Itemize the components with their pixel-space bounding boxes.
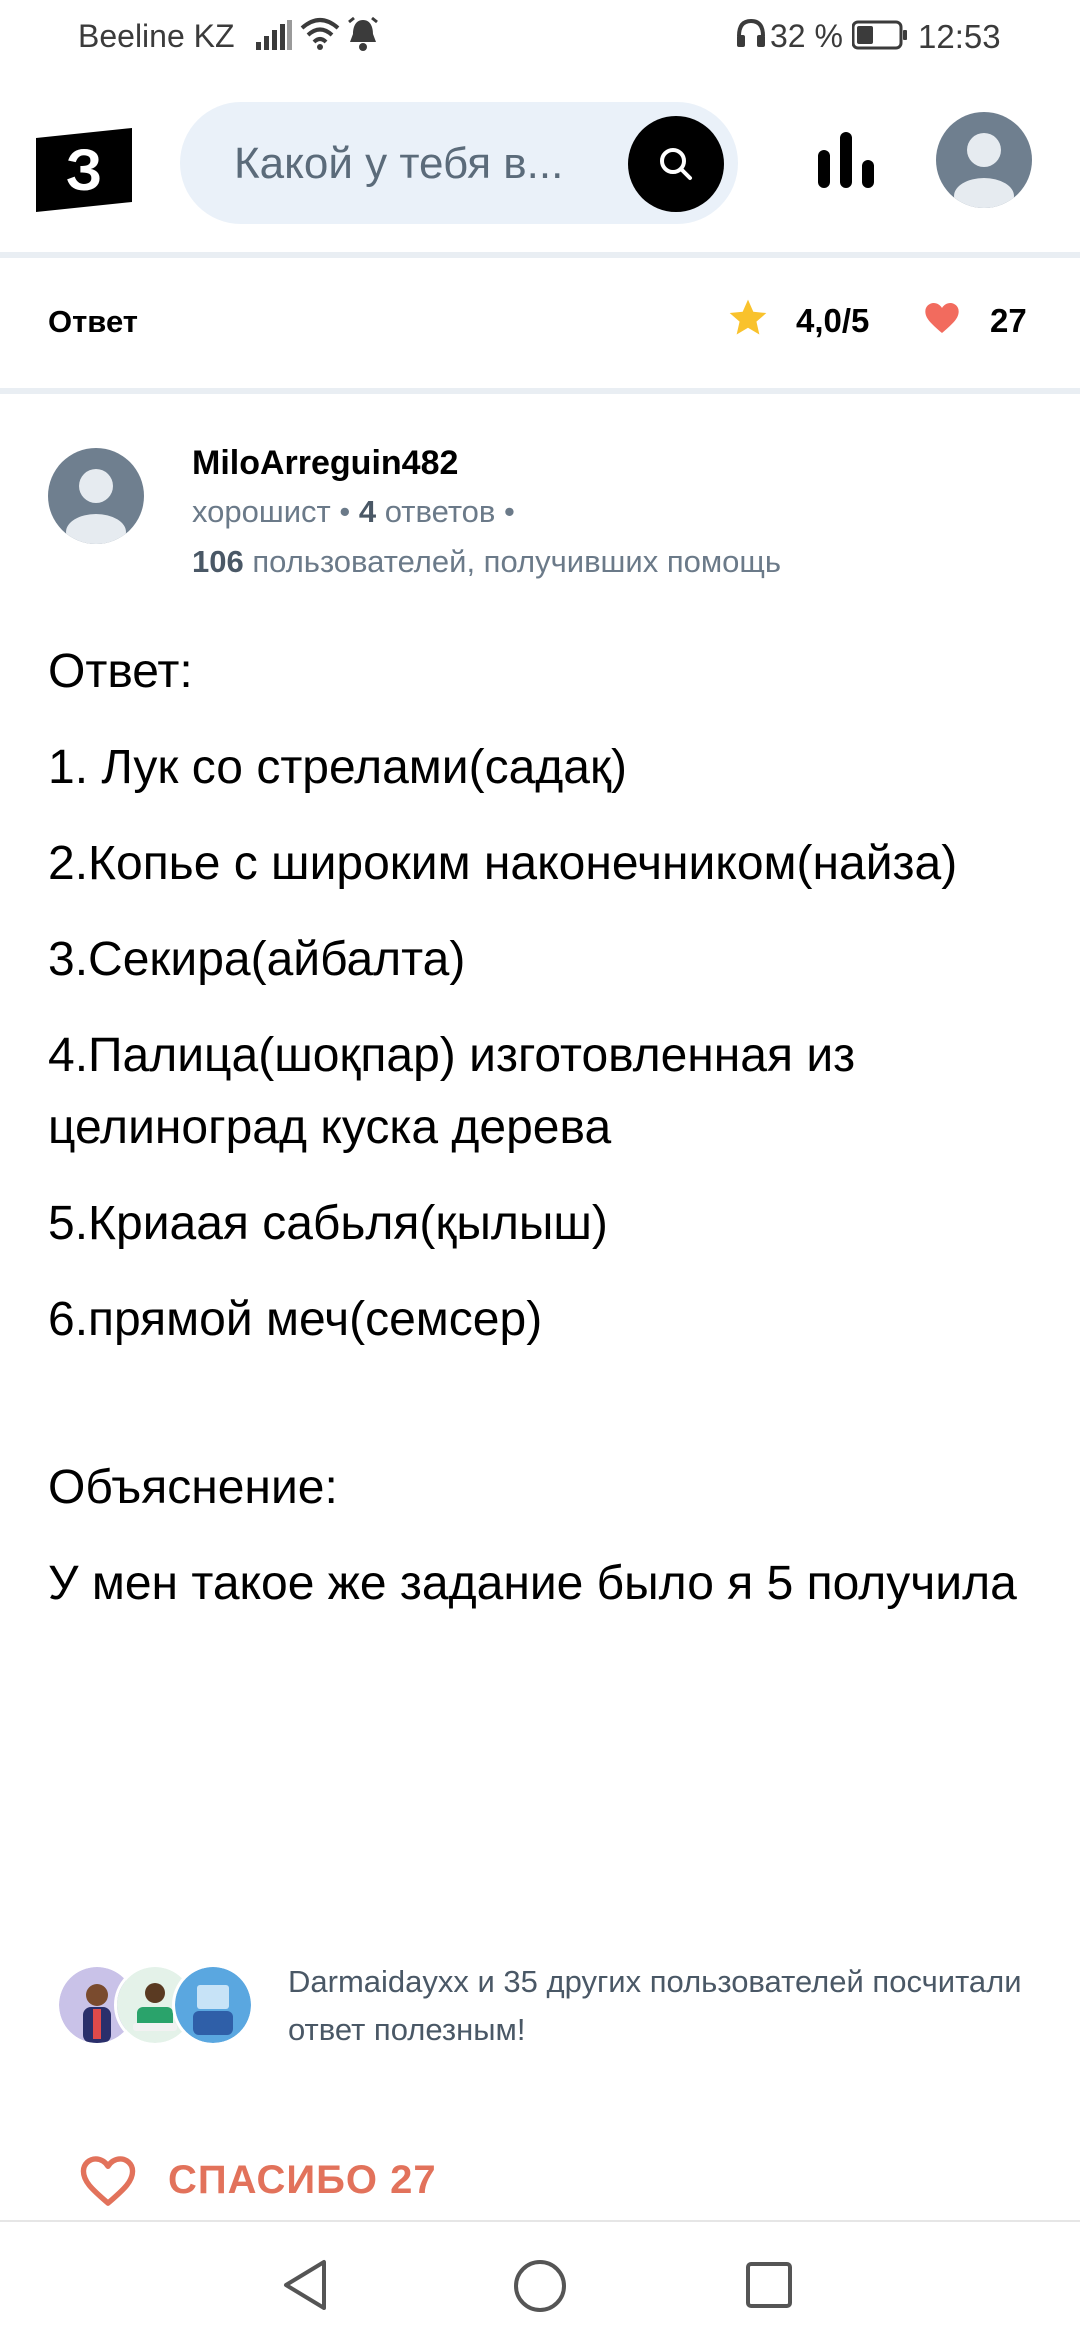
author-name[interactable]: MiloArreguin482 xyxy=(192,444,459,482)
profile-avatar[interactable] xyxy=(936,112,1032,208)
avatar-icon xyxy=(48,448,144,544)
author-answers-label: ответов xyxy=(384,494,496,529)
answer-item: 5.Криаая сабьля(қылыш) xyxy=(48,1197,608,1250)
author-answers-count: 4 xyxy=(358,494,377,529)
headset-icon xyxy=(736,18,766,50)
back-icon[interactable] xyxy=(280,2258,330,2312)
user-avatar-icon xyxy=(172,1964,254,2046)
likes-count: 27 xyxy=(990,302,1027,339)
summary-divider xyxy=(0,388,1080,394)
explanation-heading: Объяснение: xyxy=(48,1461,338,1514)
search-button[interactable] xyxy=(628,116,724,212)
author-rank: хорошист xyxy=(192,494,331,529)
answer-body xyxy=(48,636,1048,1620)
author-avatar[interactable] xyxy=(48,448,144,544)
answer-label: Ответ xyxy=(48,304,138,339)
wifi-icon xyxy=(300,16,340,50)
answer-item: 4.Палица(шоқпар) изготовленная из целиноград куска дерева xyxy=(48,1029,856,1154)
answer-item: 6.прямой меч(семсер) xyxy=(48,1293,543,1346)
helpful-users-avatars xyxy=(56,1964,256,2044)
answer-item: 3.Секира(айбалта) xyxy=(48,933,466,986)
author-helped xyxy=(192,544,781,580)
search-input[interactable]: Какой у тебя в... xyxy=(234,139,564,188)
battery-percent: 32 % xyxy=(770,18,843,54)
bullet-separator: • xyxy=(504,494,515,529)
status-bar xyxy=(0,0,1080,72)
alarm-bell-icon xyxy=(346,16,380,52)
stats-icon[interactable] xyxy=(816,132,876,188)
answer-summary-bar xyxy=(0,258,1080,390)
recent-apps-icon[interactable] xyxy=(744,2258,794,2312)
clock: 12:53 xyxy=(918,18,1001,55)
author-meta xyxy=(192,494,515,530)
avatar-icon xyxy=(936,112,1032,208)
search-icon xyxy=(656,144,696,184)
bullet-separator: • xyxy=(339,494,359,529)
logo-letter: З xyxy=(65,138,103,203)
helped-label: пользователей, получивших помощь xyxy=(252,544,782,579)
carrier-name: Beeline KZ xyxy=(78,18,235,54)
explanation-text: У мен такое же задание было я 5 получила xyxy=(48,1557,1017,1610)
star-icon xyxy=(726,296,770,340)
answer-heading: Ответ: xyxy=(48,645,193,698)
search-bar[interactable] xyxy=(180,102,738,224)
home-icon[interactable] xyxy=(510,2256,570,2316)
helped-count: 106 xyxy=(192,544,244,579)
znanija-logo[interactable] xyxy=(36,128,132,212)
answer-item: 1. Лук со стрелами(садақ) xyxy=(48,741,627,794)
answer-item: 2.Копье с широким наконечником(найза) xyxy=(48,837,958,890)
helpful-text: Darmaidayxx и 35 других пользователей посчитали ответ полезным! xyxy=(288,1964,1022,2047)
rating-value: 4,0/5 xyxy=(796,302,870,339)
app-header xyxy=(0,72,1080,252)
system-navigation-bar xyxy=(0,2220,1080,2342)
signal-icon xyxy=(256,20,292,50)
heart-icon xyxy=(922,298,962,338)
heart-outline-icon xyxy=(78,2154,138,2208)
battery-icon xyxy=(852,20,908,50)
thanks-label: СПАСИБО 27 xyxy=(168,2158,437,2202)
